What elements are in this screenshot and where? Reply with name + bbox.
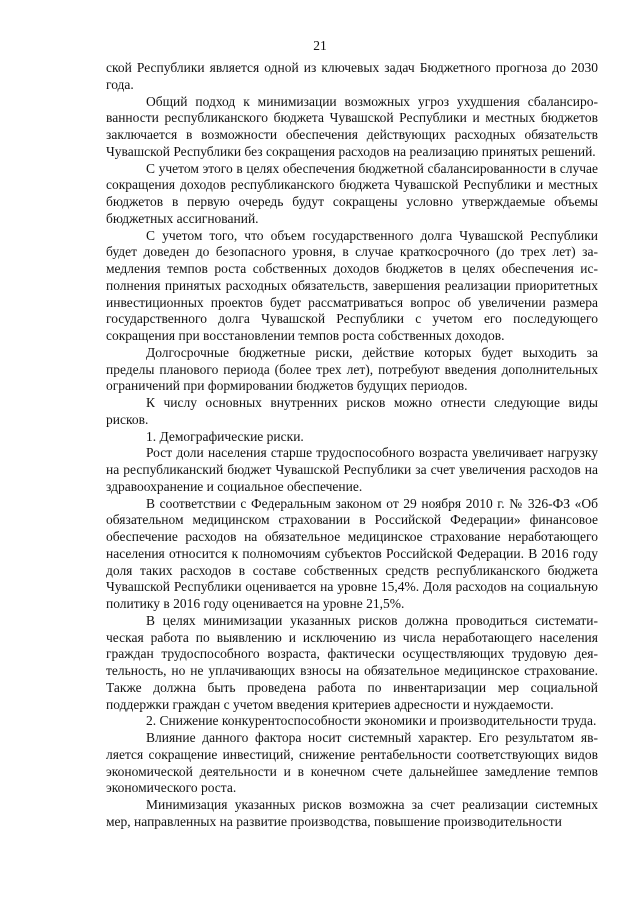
page-number: 21 bbox=[313, 38, 327, 53]
paragraph: Рост доли населения старше трудоспособного возраста увеличивает нагрузку на республиканский бюджет Чувашской Республики за счет увеличения расходов на здравоохранение и социальное обеспечение. bbox=[106, 445, 598, 494]
paragraph: В целях минимизации указанных рисков должна проводиться систематическая работа по выявлению и исключению из числа неработающего населения граждан трудоспособного возраста, фактически осуществляющих трудовую деятельность, но не уплачивающих взносы на обязательное медицинское страхование. Также должна быть проведена работа по инвентаризации мер социальной поддержки граждан с учетом введения критериев адресности и нуждаемости. bbox=[106, 612, 598, 712]
document-body bbox=[106, 60, 598, 831]
paragraph: С учетом того, что объем государственного долга Чувашской Республики будет доведен до безопасного уровня, в случае краткосрочного (до трех лет) замедления темпов роста собственных доходов бюджетов в целях обеспечения исполнения принятых расходных обязательств, завершения реализации приоритетных инвестиционных проектов будет рассматриваться вопрос об увеличении размера государственного долга Чувашской Республики с учетом его последующего сокращения при восстановлении темпов роста собственных доходов. bbox=[106, 227, 598, 343]
paragraph: К числу основных внутренних рисков можно отнести следующие виды рисков. bbox=[106, 395, 598, 427]
paragraph: Влияние данного фактора носит системный характер. Его результатом является сокращение инвестиций, снижение рентабельности соответствующих видов экономической деятельности и в конечном счете дальнейшее замедление темпов экономического роста. bbox=[106, 730, 598, 796]
paragraph: В соответствии с Федеральным законом от 29 ноября 2010 г. № 326-ФЗ «Об обязательном медицинском страховании в Российской Федерации» финансовое обеспечение расходов на обязательное медицинское страхование неработающего населения относится к полномочиям субъектов Российской Федерации. В 2016 году доля таких расходов в составе собственных средств республиканского бюджета Чувашской Республики оценивается на уровне 15,4%. Доля расходов на социальную политику в 2016 году оценивается на уровне 21,5%. bbox=[106, 495, 598, 611]
paragraph: Долгосрочные бюджетные риски, действие которых будет выходить за пределы планового периода (более трех лет), потребуют введения дополнительных ограничений при формировании бюджетов будущих периодов. bbox=[106, 344, 598, 394]
paragraph-continuation: ской Республики является одной из ключевых задач Бюджетного прогноза до 2030 года. bbox=[106, 60, 598, 92]
paragraph: Общий подход к минимизации возможных угроз ухудшения сбалансированности республиканского бюджета Чувашской Республики и местных бюджетов заключается в возможности обеспечения действующих расходных обязательств Чувашской Республики без сокращения расходов на реализацию принятых решений. bbox=[106, 93, 598, 159]
paragraph: Минимизация указанных рисков возможна за счет реализации системных мер, направленных на развитие производства, повышение производительности bbox=[106, 797, 598, 829]
section-heading-demographic-risks: 1. Демографические риски. bbox=[146, 428, 304, 444]
section-heading-competitiveness: 2. Снижение конкурентоспособности экономики и производительности труда. bbox=[146, 713, 597, 729]
paragraph: С учетом этого в целях обеспечения бюджетной сбалансированности в случае сокращения доходов республиканского бюджета Чувашской Республики и местных бюджетов в первую очередь будут сокращены условно утверждаемые объемы бюджетных ассигнований. bbox=[106, 160, 598, 226]
